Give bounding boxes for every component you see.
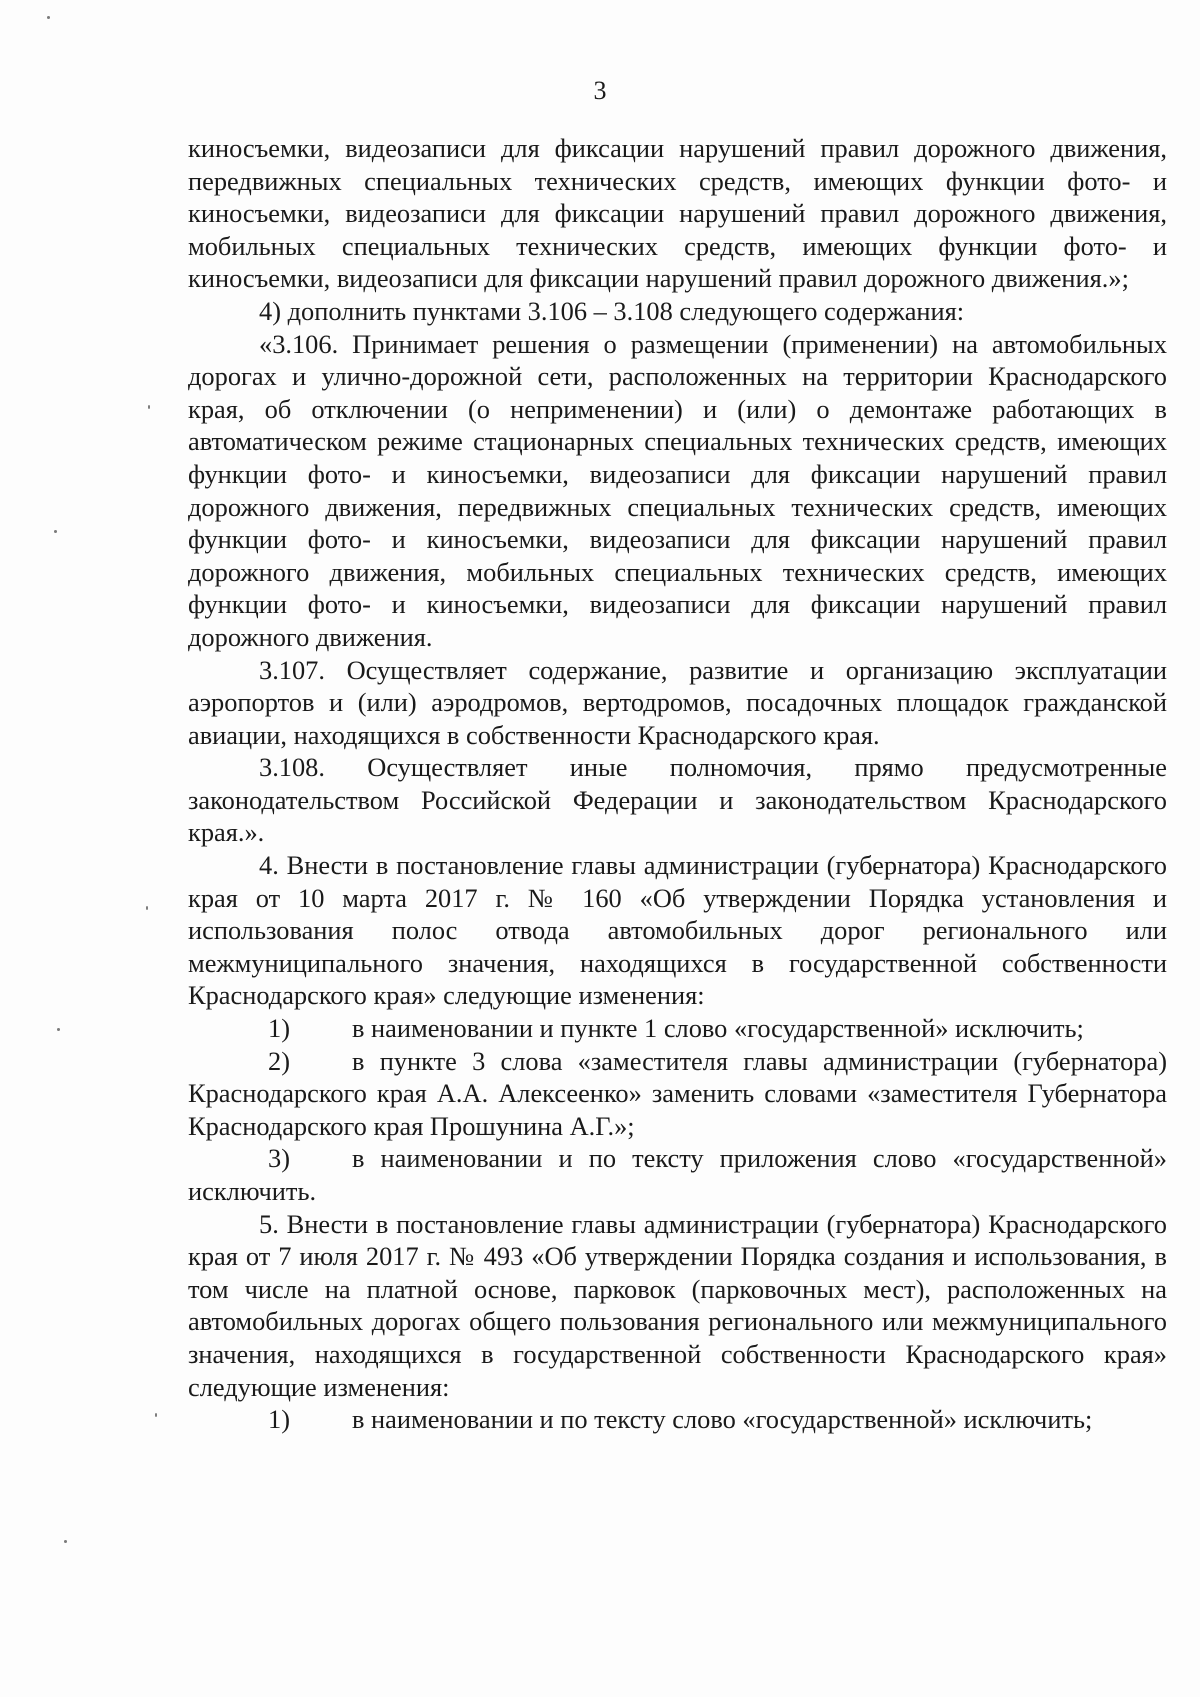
- paragraph-continuation: киносъемки, видеозаписи для фиксации нарушений правил дорожного движения, передвижных специальных технических средств, имеющих функции фото- и киносъемки, видеозаписи для фиксации нарушений правил дорожного движения, мобильных специальных технических средств, имеющих функции фото- и киносъемки, видеозаписи для фиксации нарушений правил дорожного движения.»;: [188, 133, 1167, 294]
- paragraph-clause-3-106: «3.106. Принимает решения о размещении (применении) на автомобильных дорогах и улично-дорожной сети, расположенных на территории Краснодарского края, об отключении (о неприменении) и (или) о демонтаже работающих в автоматическом режиме стационарных специальных технических средств, имеющих функции фото- и киносъемки, видеозаписи для фиксации нарушений правил дорожного движения, передвижных специальных технических средств, имеющих функции фото- и киносъемки, видеозаписи для фиксации нарушений правил дорожного движения, мобильных специальных технических средств, имеющих функции фото- и киносъемки, видеозаписи для фиксации нарушений правил дорожного движения.: [188, 328, 1167, 652]
- scan-speck: [155, 1413, 157, 1417]
- list-item: [188, 1045, 1167, 1143]
- scan-speck: [54, 530, 57, 533]
- paragraph-section-4: 4. Внести в постановление главы администрации (губернатора) Краснодарского края от 10 марта 2017 г. № 160 «Об утверждении Порядка установления и использования полос отвода автомобильных дорог регионального или межмуниципального значения, находящихся в государственной собственности Краснодарского края» следующие изменения:: [188, 850, 1167, 1011]
- list-item: [188, 1012, 1167, 1045]
- document-body: [188, 132, 1167, 1436]
- list-item-number: 3): [268, 1143, 290, 1174]
- list-item-number: 2): [268, 1045, 290, 1076]
- list-item-number: 1): [268, 1404, 290, 1435]
- list-item-number: 1): [268, 1013, 290, 1044]
- paragraph-clause-3-107: 3.107. Осуществляет содержание, развитие и организацию эксплуатации аэропортов и (или) аэродромов, вертодромов, посадочных площадок гражданской авиации, находящихся в собственности Краснодарского края.: [188, 654, 1167, 750]
- list-item-text: в наименовании и по тексту приложения слово «государственной» исключить.: [188, 1143, 1167, 1206]
- list-item: [188, 1142, 1167, 1207]
- list-item-text: в наименовании и пункте 1 слово «государственной» исключить;: [352, 1013, 1084, 1044]
- scan-speck: [47, 16, 50, 19]
- scan-speck: [57, 1028, 60, 1031]
- scan-speck: [64, 1540, 67, 1543]
- paragraph-item-4: 4) дополнить пунктами 3.106 – 3.108 следующего содержания:: [259, 295, 965, 326]
- list-item: [188, 1403, 1167, 1436]
- list-item-text: в наименовании и по тексту слово «государственной» исключить;: [352, 1404, 1093, 1435]
- paragraph-clause-3-108: 3.108. Осуществляет иные полномочия, прямо предусмотренные законодательством Российской Федерации и законодательством Краснодарского края.».: [188, 752, 1167, 848]
- scan-speck: [148, 405, 150, 409]
- page-number: 3: [593, 76, 607, 105]
- paragraph-section-5: 5. Внести в постановление главы администрации (губернатора) Краснодарского края от 7 июля 2017 г. № 493 «Об утверждении Порядка создания и использования, в том числе на платной основе, парковок (парковочных мест), расположенных на автомобильных дорогах общего пользования регионального или межмуниципального значения, находящихся в государственной собственности Краснодарского края» следующие изменения:: [188, 1208, 1167, 1402]
- list-item-text: в пункте 3 слова «заместителя главы администрации (губернатора) Краснодарского края А.А. Алексеенко» заменить словами «заместителя Губернатора Краснодарского края Прошунина А.Г.»;: [188, 1045, 1167, 1141]
- scan-speck: [146, 906, 148, 910]
